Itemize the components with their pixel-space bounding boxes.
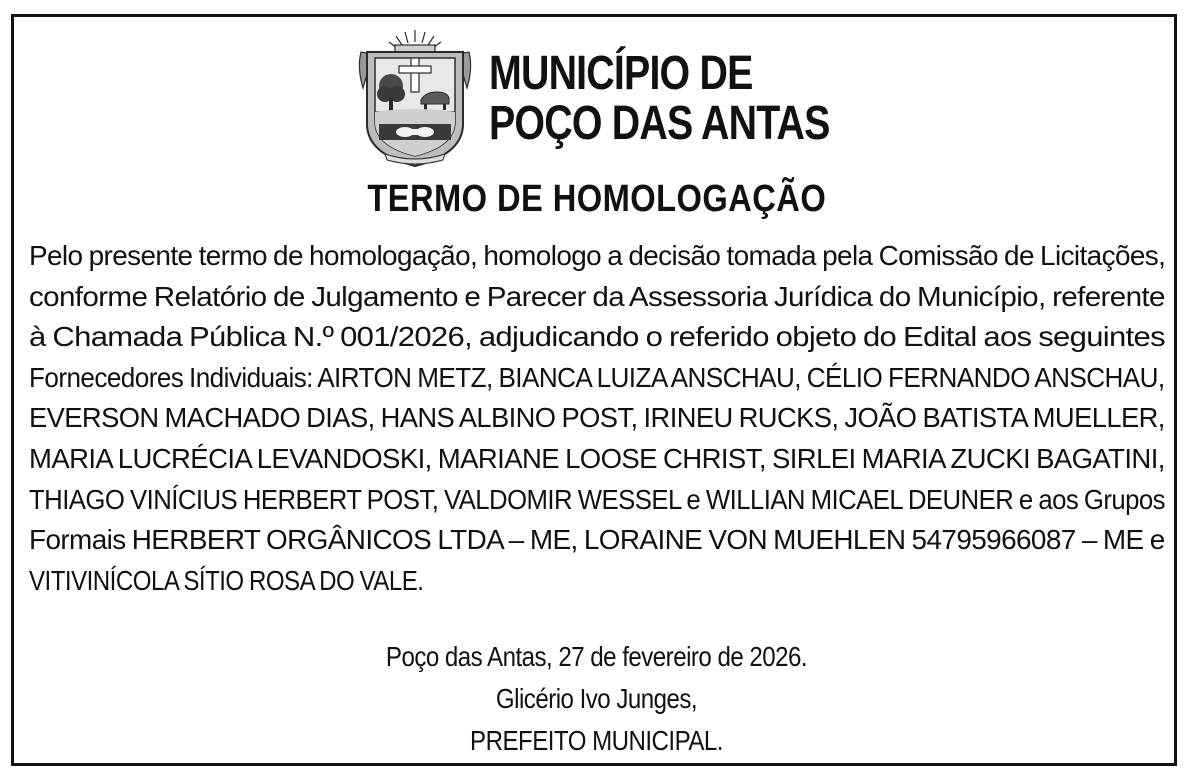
municipality-title-line-2: POÇO DAS ANTAS [489, 96, 830, 150]
body-line: conforme Relatório de Julgamento e Parecer da Assessoria Jurídica do Município, referente [29, 280, 1165, 312]
body-line: Pelo presente termo de homologação, homologo a decisão tomada pela Comissão de Licitações, [29, 240, 1166, 271]
signature-block [0, 636, 1193, 762]
body-line: THIAGO VINÍCIUS HERBERT POST, VALDOMIR WESSEL e WILLIAN MICAEL DEUNER e aos Grupos [29, 483, 1165, 515]
document-title-text: TERMO DE HOMOLOGAÇÃO [367, 178, 826, 220]
body-line: MARIA LUCRÉCIA LEVANDOSKI, MARIANE LOOSE CHRIST, SIRLEI MARIA ZUCKI BAGATINI, [29, 442, 1165, 474]
signatory-role: PREFEITO MUNICIPAL. [470, 725, 723, 756]
signatory-name: Glicério Ivo Junges, [495, 683, 698, 714]
document-body [29, 236, 1165, 601]
municipality-title [489, 46, 904, 150]
place-and-date: Poço das Antas, 27 de fevereiro de 2026. [385, 641, 808, 672]
body-line: EVERSON MACHADO DIAS, HANS ALBINO POST, IRINEU RUCKS, JOÃO BATISTA MUELLER, [29, 402, 1165, 434]
document-header [355, 26, 904, 171]
municipality-title-line-1: MUNICÍPIO DE [489, 46, 753, 100]
body-line: à Chamada Pública N.º 001/2026, adjudicando o referido objeto do Edital aos seguintes [29, 321, 1165, 353]
body-line: Fornecedores Individuais: AIRTON METZ, BIANCA LUIZA ANSCHAU, CÉLIO FERNANDO ANSCHAU, [29, 361, 1165, 393]
body-line: VITIVINÍCOLA SÍTIO ROSA DO VALE. [29, 564, 424, 596]
document-title [0, 176, 1193, 222]
body-line: Formais HERBERT ORGÂNICOS LTDA – ME, LORAINE VON MUEHLEN 54795966087 – ME e [29, 524, 1165, 556]
municipal-coat-of-arms-icon [355, 28, 475, 170]
